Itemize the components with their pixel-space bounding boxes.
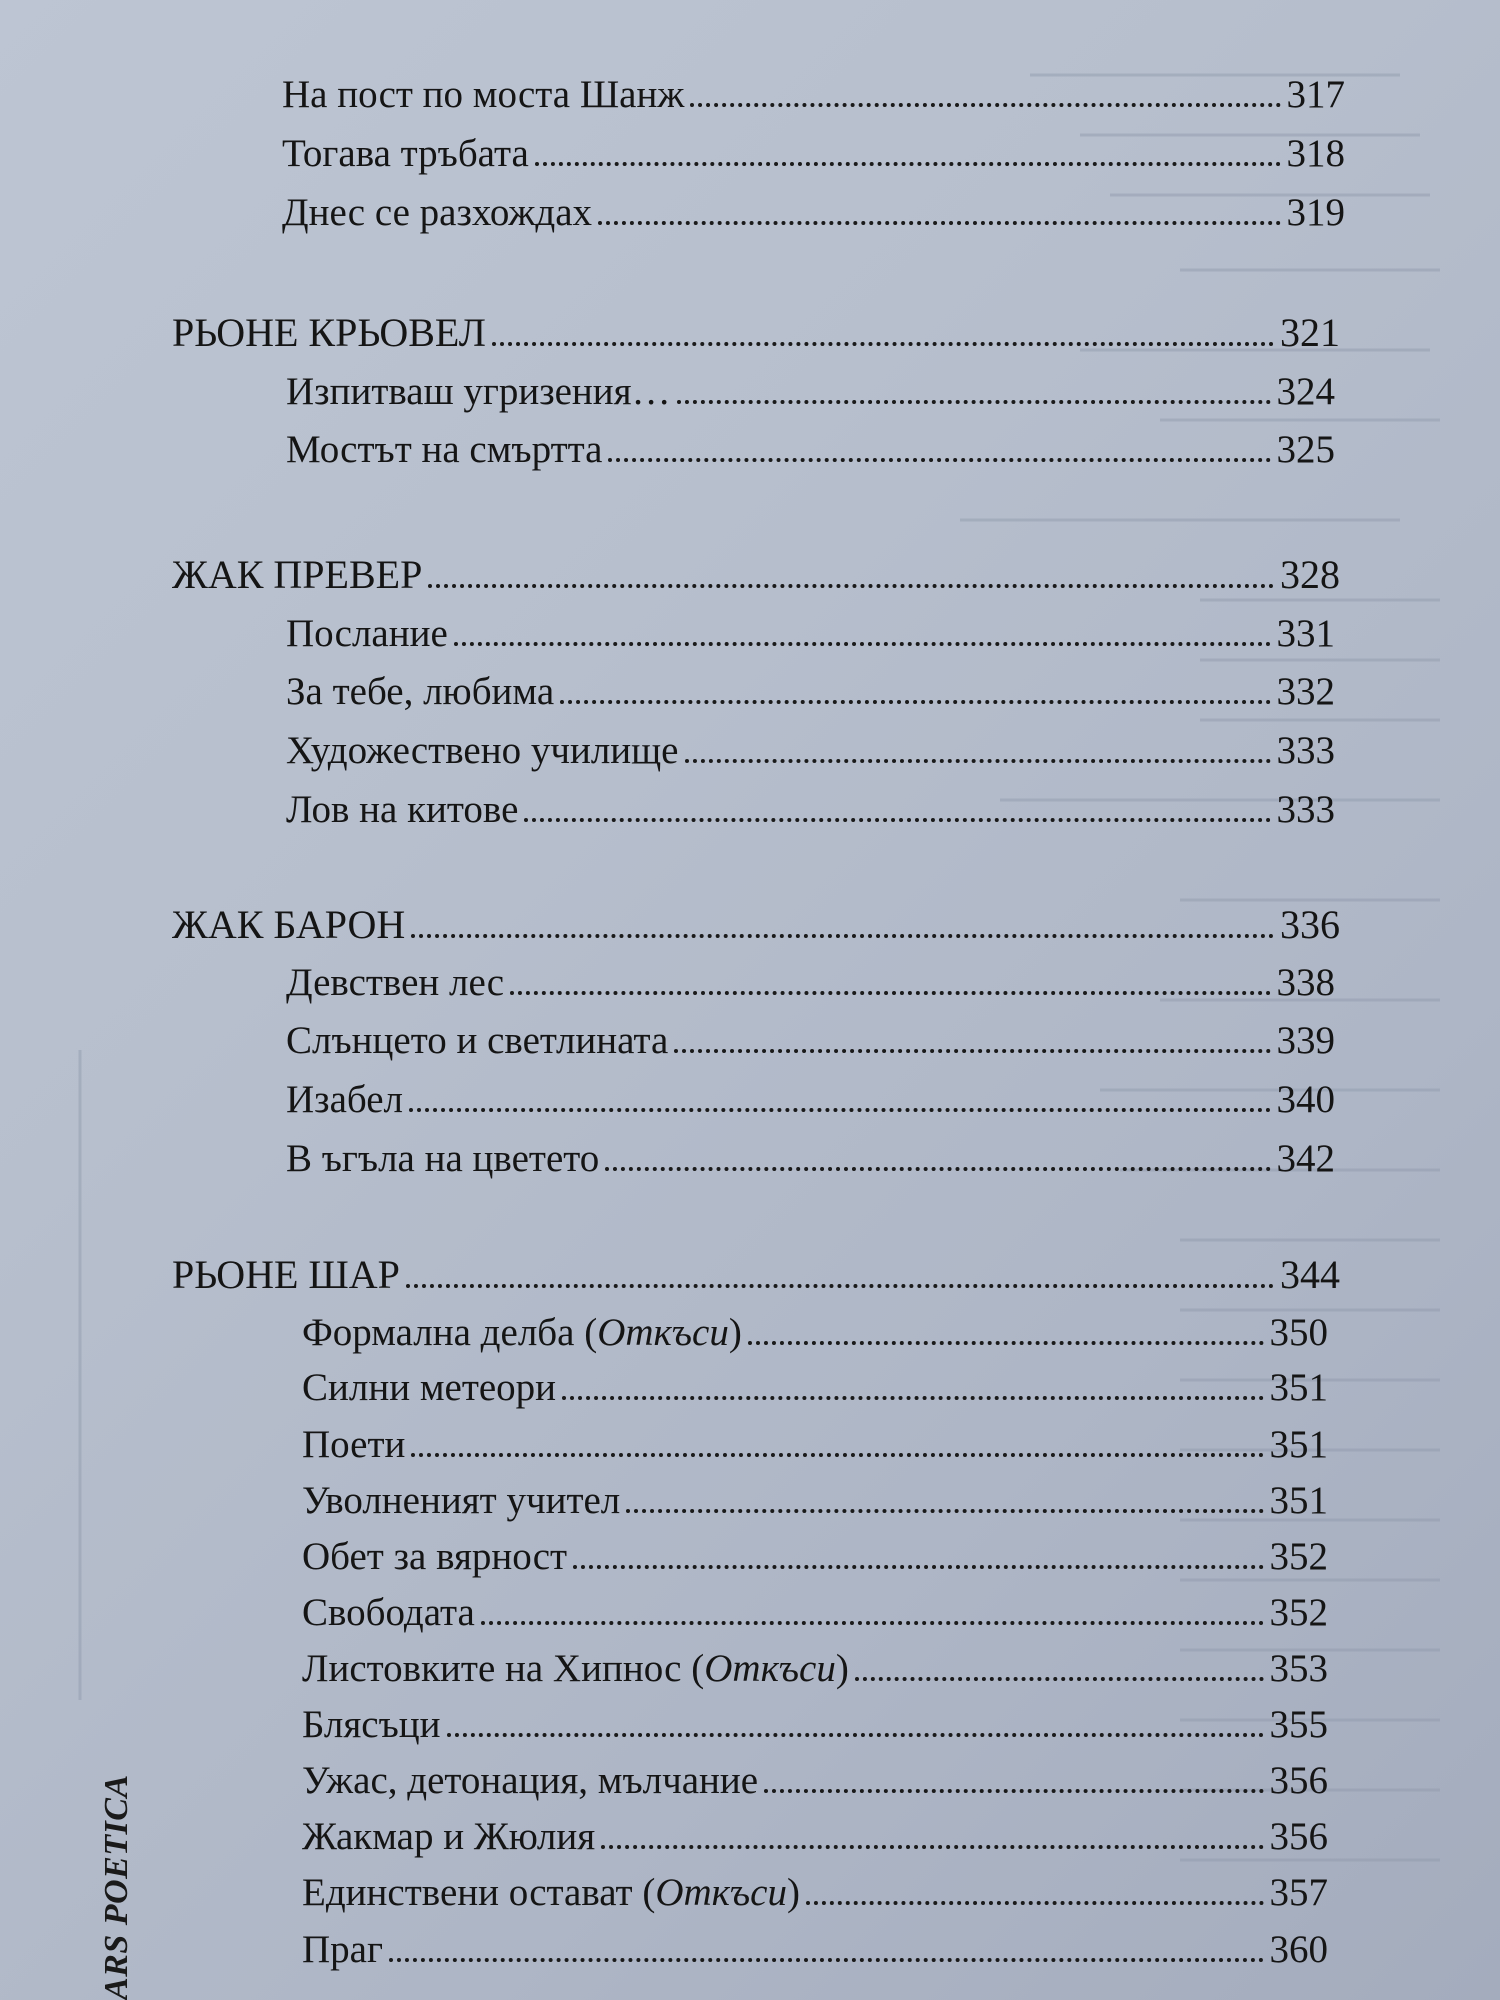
entry-title-text: ЖАК БАРОН [172,902,406,947]
dot-leader [685,759,1271,763]
toc-entry-row [302,1930,1328,1969]
entry-title [286,790,518,829]
dot-leader [560,700,1270,704]
entry-title [302,1705,441,1744]
entry-title-text: Формална делба ( [302,1311,598,1354]
entry-title-text: Силни метеори [302,1366,557,1409]
entry-title-text: Праг [302,1928,383,1971]
entry-title-italic: Откъси [597,1311,729,1354]
page-number: 353 [1269,1647,1328,1690]
page-number: 331 [1276,612,1335,655]
entry-title-italic: Откъси [655,1871,787,1914]
toc-entry-row [302,1537,1328,1576]
dot-leader [406,1284,1274,1288]
dot-leader [748,1341,1264,1345]
toc-entry-row [286,1021,1335,1060]
page-number: 351 [1269,1366,1328,1409]
dot-leader [806,1901,1264,1905]
toc-entry-row [302,1649,1328,1688]
dot-leader [447,1733,1264,1737]
page-number: 319 [1286,191,1345,234]
entry-title-text: Блясъци [302,1703,441,1746]
entry-title [302,1537,567,1576]
dot-leader [605,1167,1270,1171]
entry-title-text: Обет за вярност [302,1535,568,1578]
entry-title [302,1930,383,1969]
toc-entry-row [282,134,1345,173]
entry-title-text: Ужас, детонация, мълчание [302,1759,759,1802]
section-heading-row [172,902,1340,947]
entry-title [286,731,679,770]
entry-title-text: Тогава тръбата [282,132,529,175]
entry-title-text: РЬОНЕ КРЬОВЕЛ [172,310,486,355]
dot-leader [428,584,1274,588]
page-number: 344 [1280,1252,1340,1297]
toc-entry-row [286,372,1335,411]
page-number: 339 [1276,1019,1335,1062]
page-number: 332 [1276,670,1335,713]
entry-title-suffix: ) [786,1871,800,1914]
page-number: 356 [1269,1815,1328,1858]
entry-title [302,1817,595,1856]
page-number: 333 [1276,788,1335,831]
entry-title-text: Листовките на Хипнос ( [302,1647,705,1690]
entry-title-suffix: ) [835,1647,849,1690]
dot-leader [411,1453,1263,1457]
entry-title [286,963,504,1002]
entry-title [286,1080,403,1119]
toc-entry-row [302,1761,1328,1800]
entry-title [286,672,554,711]
dot-leader [454,642,1271,646]
entry-title-text: Днес се разхождах [282,191,593,234]
page-number: 318 [1286,132,1345,175]
dot-leader [510,991,1270,995]
dot-leader [601,1845,1263,1849]
entry-title [286,430,602,469]
dot-leader [674,1049,1270,1053]
entry-title-text: Свободата [302,1591,475,1634]
dot-leader [690,103,1280,107]
entry-title-text: Девствен лес [286,961,505,1004]
entry-title-text: Единствени остават ( [302,1871,656,1914]
entry-title-text: В ъгъла на цветето [286,1137,600,1180]
entry-title [302,1425,405,1464]
dot-leader [481,1621,1264,1625]
section-heading-row [172,552,1340,597]
entry-title-text: Художествено училище [286,729,679,772]
entry-title-text: За тебе, любима [286,670,555,713]
toc-entry-row [286,672,1335,711]
toc-entry-row [302,1313,1328,1352]
entry-title [286,1139,599,1178]
entry-title [302,1593,475,1632]
page-number: 351 [1269,1423,1328,1466]
toc-entry-row [302,1873,1328,1912]
dot-leader [562,1396,1263,1400]
page-number: 350 [1269,1311,1328,1354]
section-title [172,310,486,355]
section-title [172,552,423,597]
dot-leader [573,1565,1263,1569]
toc-entry-row [286,731,1335,770]
page-number: 340 [1276,1078,1335,1121]
page-number: 328 [1280,552,1340,597]
toc-entry-row [282,193,1345,232]
toc-entry-row [286,790,1335,829]
page-number: 321 [1280,310,1340,355]
entry-title [286,614,448,653]
entry-title-text: РЬОНЕ ШАР [172,1252,400,1297]
page-number: 325 [1276,428,1335,471]
entry-title [282,75,684,114]
entry-title-text: Жакмар и Жюлия [302,1815,596,1858]
entry-title [286,1021,668,1060]
toc-entry-row [302,1593,1328,1632]
dot-leader [492,342,1274,346]
entry-title-text: Поети [302,1423,406,1466]
section-heading-row [172,310,1340,355]
dot-leader [626,1509,1263,1513]
toc-entry-row [302,1705,1328,1744]
page-number: 342 [1276,1137,1335,1180]
toc-entry-row [286,963,1335,1002]
page-number: 356 [1269,1759,1328,1802]
entry-title [282,193,592,232]
dot-leader [409,1108,1271,1112]
toc-entry-row [302,1368,1328,1407]
entry-title [286,372,671,411]
entry-title [302,1761,758,1800]
section-title [172,902,406,947]
section-title [172,1252,400,1297]
dot-leader [764,1789,1263,1793]
dot-leader [608,458,1270,462]
toc-entry-row [302,1481,1328,1520]
dot-leader [389,1958,1264,1962]
toc-entry-row [282,75,1345,114]
page-number: 336 [1280,902,1340,947]
entry-title-text: Слънцето и светлината [286,1019,669,1062]
toc-entry-row [286,614,1335,653]
toc-entry-row [302,1817,1328,1856]
toc-entry-row [286,1139,1335,1178]
page-number: 357 [1269,1871,1328,1914]
dot-leader [535,162,1281,166]
entry-title-text: ЖАК ПРЕВЕР [172,552,423,597]
entry-title [302,1649,849,1688]
entry-title-italic: Откъси [704,1647,836,1690]
page-number: 360 [1269,1928,1328,1971]
toc-entry-row [302,1425,1328,1464]
entry-title [302,1313,742,1352]
entry-title-text: Послание [286,612,448,655]
dot-leader [524,818,1270,822]
running-head: ARS POETICA [98,1774,135,2000]
page-number: 317 [1286,73,1345,116]
entry-title-text: Изабел [286,1078,403,1121]
page-number: 324 [1276,370,1335,413]
entry-title [282,134,529,173]
section-heading-row [172,1252,1340,1297]
entry-title-text: Лов на китове [286,788,519,831]
page-number: 352 [1269,1535,1328,1578]
page-number: 333 [1276,729,1335,772]
entry-title-text: Уволненият учител [302,1479,621,1522]
entry-title-text: Изпитваш угризения… [286,370,671,413]
entry-title [302,1368,556,1407]
page-number: 352 [1269,1591,1328,1634]
entry-title [302,1873,800,1912]
dot-leader [855,1677,1264,1681]
page-number: 355 [1269,1703,1328,1746]
page-number: 351 [1269,1479,1328,1522]
dot-leader [677,400,1271,404]
toc-entry-row [286,1080,1335,1119]
entry-title-text: Мостът на смъртта [286,428,603,471]
page-number: 338 [1276,961,1335,1004]
entry-title [302,1481,620,1520]
dot-leader [598,221,1280,225]
dot-leader [411,934,1274,938]
entry-title-suffix: ) [728,1311,742,1354]
toc-entry-row [286,430,1335,469]
entry-title-text: На пост по моста Шанж [282,73,685,116]
